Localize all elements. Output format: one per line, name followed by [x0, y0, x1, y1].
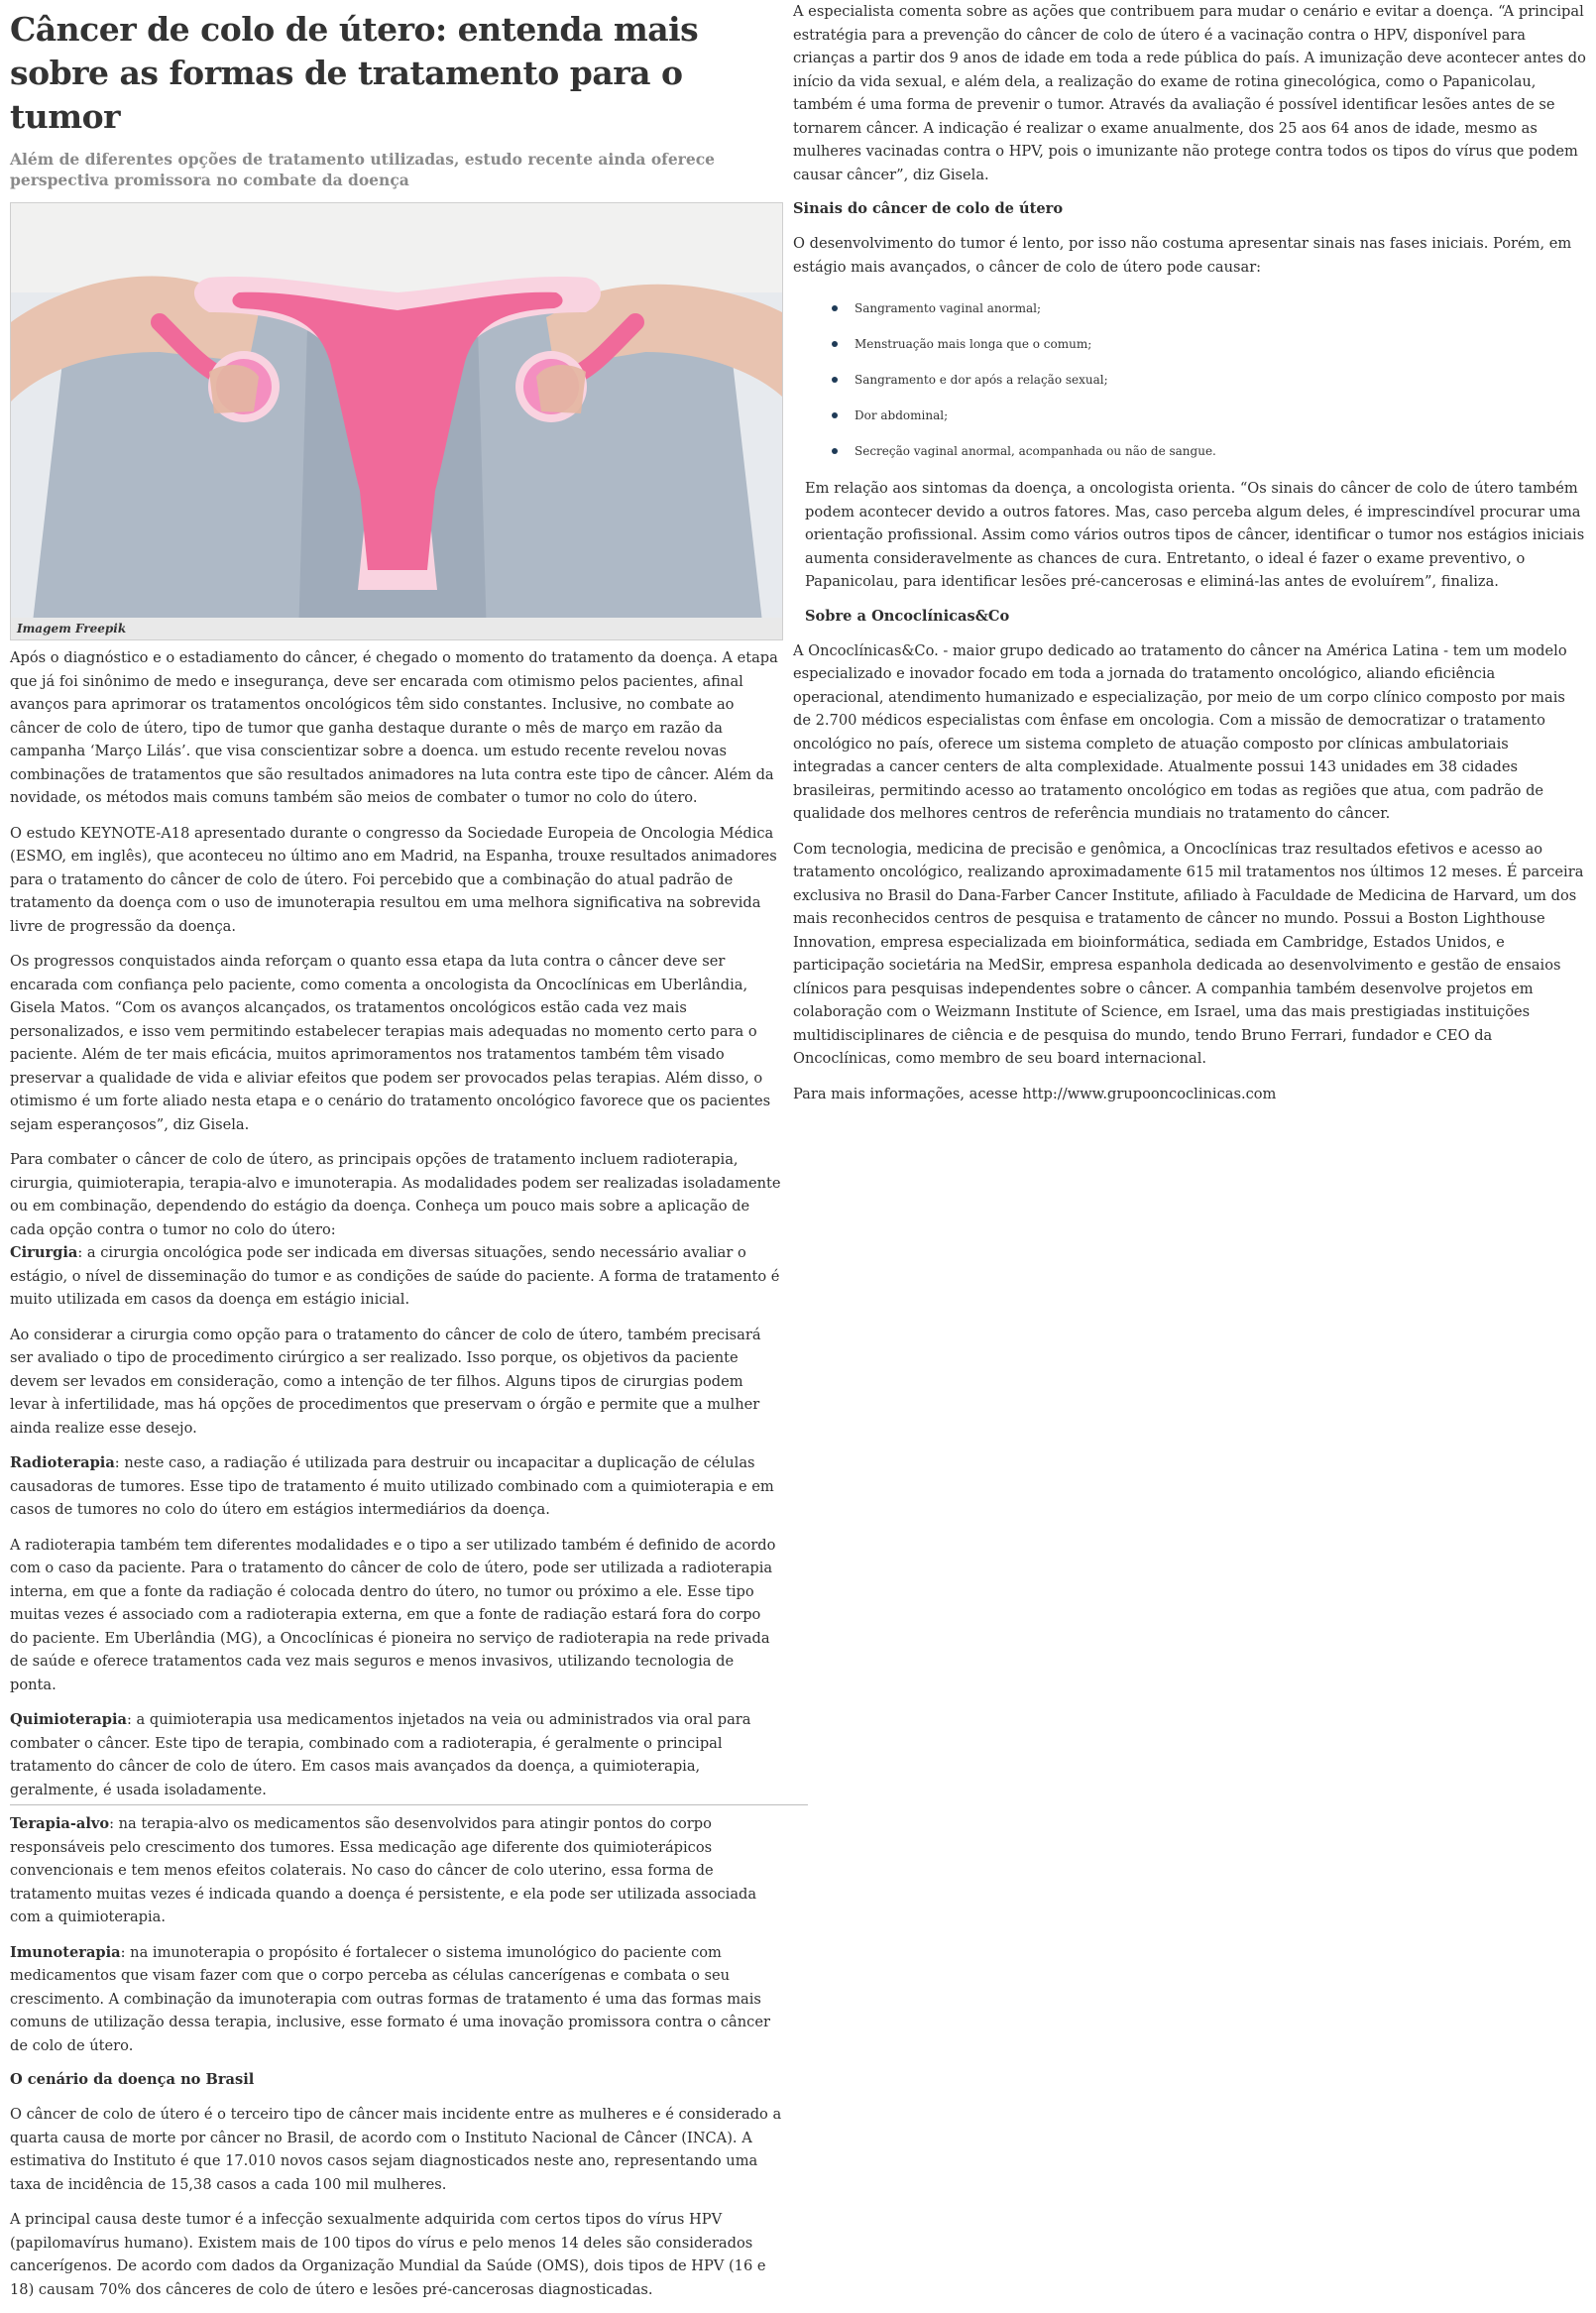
paragraph: O câncer de colo de útero é o terceiro tipo de câncer mais incidente entre as mulheres e é considerado a quarta causa de morte por câncer no Brasil, de acordo com o Instituto Nacional de Câncer (INCA). A estimativa do Instituto é que 17.010 novos casos sejam diagnosticados neste ano, representando uma taxa de incidência de 15,38 casos a cada 100 mil mulheres. [10, 2106, 782, 2193]
list-item: Menstruação mais longa que o comum; [855, 326, 1586, 362]
symptom-list [793, 290, 1586, 469]
label-imunoterapia: Imunoterapia [10, 1943, 121, 1961]
text-imunoterapia: : na imunoterapia o propósito é fortalecer o sistema imunológico do paciente com medicamentos que visam fazer com que o corpo perceba as células cancerígenas e combata o seu crescimento. A combinação da imunoterapia com outras formas de tratamento é uma das formas mais comuns de utilização dessa terapia, inclusive, esse formato é uma inovação promissora contra o câncer de colo de útero. [10, 1943, 770, 2054]
label-cirurgia: Cirurgia [10, 1244, 78, 1261]
paragraph-quimioterapia [10, 1708, 783, 1801]
article-title: Câncer de colo de útero: entenda mais sobre as formas de tratamento para o tumor [10, 10, 699, 136]
paragraph: O estudo KEYNOTE-A18 apresentado durante o congresso da Sociedade Europeia de Oncologia Médica (ESMO, em inglês), que aconteceu no último ano em Madrid, na Espanha, trouxe resultados animadores para o tratamento do câncer de colo de útero. Foi percebido que a combinação do atual padrão de tratamento da doença com o uso de imunoterapia resultou em uma melhora significativa na sobrevida livre de progressão da doença. [10, 824, 777, 935]
list-item: Secreção vaginal anormal, acompanhada ou não de sangue. [855, 433, 1586, 469]
label-terapia-alvo: Terapia-alvo [10, 1815, 110, 1832]
text-cirurgia: : a cirurgia oncológica pode ser indicada em diversas situações, sendo necessário avaliar o estágio, o nível de disseminação do tumor e as condições de saúde do paciente. A forma de tratamento é muito utilizada em casos da doença em estágio inicial. [10, 1244, 780, 1308]
paragraph: Para combater o câncer de colo de útero, as principais opções de tratamento incluem radioterapia, cirurgia, quimioterapia, terapia-alvo e imunoterapia. As modalidades podem ser realizadas isoladamente ou em combinação, dependendo do estágio da doença. Conheça um pouco mais sobre a aplicação de cada opção contra o tumor no colo do útero: [10, 1151, 781, 1238]
section-heading-brasil: O cenário da doença no Brasil [10, 2071, 255, 2088]
paragraph: A especialista comenta sobre as ações que contribuem para mudar o cenário e evitar a doença. “A principal estratégia para a prevenção do câncer de colo de útero é a vacinação contra o HPV, disponível para crianças a partir dos 9 anos de idade em toda a rede pública do país. A imunização deve acontecer antes do início da vida sexual, e além dela, a realização do exame de rotina ginecológica, como o Papanicolau, também é uma forma de prevenir o tumor. Através da avaliação é possível identificar lesões antes de se tornarem câncer. A indicação é realizar o exame anualmente, dos 25 aos 64 anos de idade, mesmo as mulheres vacinadas contra o HPV, pois o imunizante não protege contra todos os tipos do vírus que podem causar câncer”, diz Gisela. [793, 3, 1586, 183]
text-radioterapia: : neste caso, a radiação é utilizada para destruir ou incapacitar a duplicação de células causadoras de tumores. Esse tipo de tratamento é muito utilizado combinado com a quimioterapia e em casos de tumores no colo do útero em estágios intermediários da doença. [10, 1454, 774, 1518]
paragraph: Em relação aos sintomas da doença, a oncologista orienta. “Os sinais do câncer de colo de útero também podem acontecer devido a outros fatores. Mas, caso perceba algum deles, é imprescindível procurar uma orientação profissional. Assim como vários outros tipos de câncer, identificar o tumor nos estágios iniciais aumenta consideravelmente as chances de cura. Entretanto, o ideal é fazer o exame preventivo, o Papanicolau, para identificar lesões pré-cancerosas e eliminá-las antes de evoluírem”, finaliza. [805, 480, 1585, 590]
paragraph-imunoterapia [10, 1941, 783, 2058]
divider [10, 1804, 808, 1805]
paragraph-cirurgia [10, 1241, 783, 1312]
paragraph-terapia-alvo [10, 1812, 783, 1929]
list-item: Dor abdominal; [855, 398, 1586, 433]
paragraph: A Oncoclínicas&Co. - maior grupo dedicado ao tratamento do câncer na América Latina - tem um modelo especializado e inovador focado em toda a jornada do tratamento oncológico, aliando eficiência operacional, atendimento humanizado e especialização, por meio de um corpo clínico composto por mais de 2.700 médicos especialistas com ênfase em oncologia. Com a missão de democratizar o tratamento oncológico no país, oferece um sistema completo de atuação composto por clínicas ambulatoriais integradas a cancer centers de alta complexidade. Atualmente possui 143 unidades em 38 cidades brasileiras, permitindo acesso ao tratamento oncológico em todas as regiões que atua, com padrão de qualidade dos melhores centros de referência mundiais no tratamento do câncer. [793, 641, 1567, 822]
section-heading-sinais: Sinais do câncer de colo de útero [793, 200, 1064, 217]
list-item: Sangramento e dor após a relação sexual; [855, 362, 1586, 398]
paragraph: A principal causa deste tumor é a infecção sexualmente adquirida com certos tipos do vírus HPV (papilomavírus humano). Existem mais de 100 tipos do vírus e pelo menos 14 deles são considerados cancerígenos. De acordo com dados da Organização Mundial da Saúde (OMS), dois tipos de HPV (16 e 18) causam 70% dos cânceres de colo de útero e lesões pré-cancerosas diagnosticadas. [10, 2211, 766, 2298]
label-quimioterapia: Quimioterapia [10, 1711, 127, 1728]
section-heading-sobre: Sobre a Oncoclínicas&Co [805, 607, 1010, 625]
article-image [10, 202, 783, 640]
paragraph: Os progressos conquistados ainda reforçam o quanto essa etapa da luta contra o câncer deve ser encarada com confiança pelo paciente, como comenta a oncologista da Oncoclínicas em Uberlândia, Gisela Matos. “Com os avanços alcançados, os tratamentos oncológicos estão cada vez mais personalizados, e isso vem permitindo estabelecer terapias mais adequadas no momento certo para o paciente. Além de ter mais eficácia, muitos aprimoramentos nos tratamentos também têm visado preservar a qualidade de vida e aliviar efeitos que podem ser provocados pelas terapias. Além disso, o otimismo é um forte aliado nesta etapa e o cenário do tratamento oncológico favorece que os pacientes sejam esperançosos”, diz Gisela. [10, 953, 771, 1133]
text-quimioterapia: : a quimioterapia usa medicamentos injetados na veia ou administrados via oral para combater o câncer. Este tipo de terapia, combinado com a radioterapia, é geralmente o principal tratamento do câncer de colo de útero. Em casos mais avançados da doença, a quimioterapia, geralmente, é usada isoladamente. [10, 1711, 751, 1798]
paragraph-radioterapia [10, 1451, 783, 1522]
article-subtitle: Além de diferentes opções de tratamento utilizadas, estudo recente ainda oferece perspectiva promissora no combate da doença [10, 150, 716, 189]
paragraph: A radioterapia também tem diferentes modalidades e o tipo a ser utilizado também é definido de acordo com o caso da paciente. Para o tratamento do câncer de colo de útero, pode ser utilizada a radioterapia interna, em que a fonte da radiação é colocada dentro do útero, no tumor ou próximo a ele. Esse tipo muitas vezes é associado com a radioterapia externa, em que a fonte de radiação estará fora do corpo do paciente. Em Uberlândia (MG), a Oncoclínicas é pioneira no serviço de radioterapia na rede privada de saúde e oferece tratamentos cada vez mais seguros e menos invasivos, utilizando tecnologia de ponta. [10, 1536, 776, 1693]
list-item: Sangramento vaginal anormal; [855, 290, 1586, 326]
paragraph: Após o diagnóstico e o estadiamento do câncer, é chegado o momento do tratamento da doença. A etapa que já foi sinônimo de medo e insegurança, deve ser encarada com otimismo pelos pacientes, afinal avanços para aprimorar os tratamentos oncológicos têm sido constantes. Inclusive, no combate ao câncer de colo de útero, tipo de tumor que ganha destaque durante o mês de março em razão da campanha ‘Março Lilás’. que visa conscientizar sobre a doenca. um estudo recente revelou novas combinações de tratamentos que são resultados animadores na luta contra este tipo de câncer. Além da novidade, os métodos mais comuns também são meios de combater o tumor no colo do útero. [10, 649, 778, 806]
uterus-illustration [11, 203, 782, 639]
paragraph: Com tecnologia, medicina de precisão e genômica, a Oncoclínicas traz resultados efetivos e acesso ao tratamento oncológico, realizando aproximadamente 615 mil tratamentos nos últimos 12 meses. É parceira exclusiva no Brasil do Dana-Farber Cancer Institute, afiliado à Faculdade de Medicina de Harvard, um dos mais reconhecidos centros de pesquisa e tratamento de câncer no mundo. Possui a Boston Lighthouse Innovation, empresa especializada em bioinformática, sediada em Cambridge, Estados Unidos, e participação societária na MedSir, empresa espanhola dedicada ao desenvolvimento e gestão de ensaios clínicos para pesquisas independentes sobre o câncer. A companhia também desenvolve projetos em colaboração com o Weizmann Institute of Science, em Israel, uma das mais prestigiadas instituições multidisciplinares de ciência e de pesquisa do mundo, tendo Bruno Ferrari, fundador e CEO da Oncoclínicas, como membro de seu board internacional. [793, 840, 1584, 1067]
paragraph: Ao considerar a cirurgia como opção para o tratamento do câncer de colo de útero, também precisará ser avaliado o tipo de procedimento cirúrgico a ser realizado. Isso porque, os objetivos da paciente devem ser levados em consideração, como a intenção de ter filhos. Alguns tipos de cirurgias podem levar à infertilidade, mas há opções de procedimentos que preservam o órgão e permite que a mulher ainda realize esse desejo. [10, 1326, 761, 1437]
contact-line: Para mais informações, acesse http://www.grupooncoclinicas.com [793, 1085, 1277, 1102]
paragraph: O desenvolvimento do tumor é lento, por isso não costuma apresentar sinais nas fases iniciais. Porém, em estágio mais avançados, o câncer de colo de útero pode causar: [793, 235, 1572, 276]
left-column [10, 0, 783, 2313]
image-caption: Imagem Freepik [11, 618, 782, 639]
label-radioterapia: Radioterapia [10, 1454, 115, 1471]
right-column [793, 0, 1586, 1117]
text-terapia-alvo: : na terapia-alvo os medicamentos são desenvolvidos para atingir pontos do corpo responsáveis pelo crescimento dos tumores. Essa medicação age diferente dos quimioterápicos convencionais e tem menos efeitos colaterais. No caso do câncer de colo uterino, essa forma de tratamento muitas vezes é indicada quando a doença é persistente, e ela pode ser utilizada associada com a quimioterapia. [10, 1815, 757, 1925]
